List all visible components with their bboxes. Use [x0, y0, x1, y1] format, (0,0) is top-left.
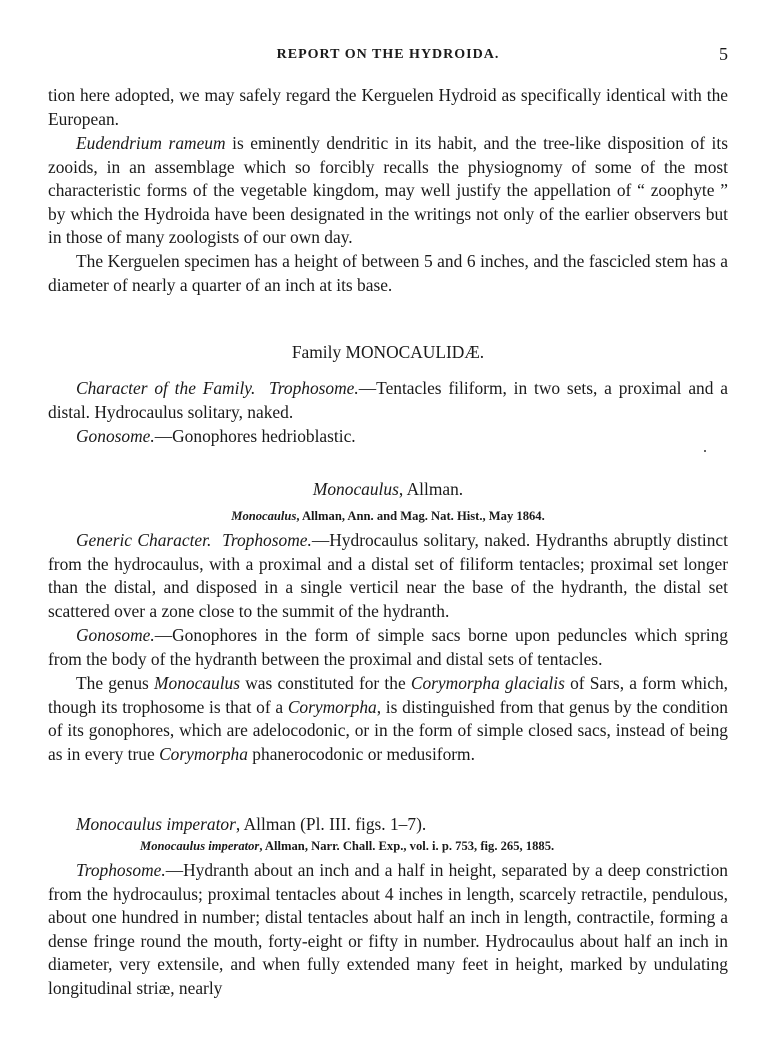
genus-name: Monocaulus [312, 479, 399, 499]
paragraph-text: , is distinguished from that genus by the condition of its gonophores, which are adelocodonic, or in the form of simple closed sacs, instead of being as in every true [48, 696, 729, 764]
trophosome-text: —Hydranth about an inch and a half in height, separated by a deep constriction from the hydrocaulus; proximal tentacles about 4 inches in length, scarcely retractile, pendulous, about one hundred in number; distal tentacles about half an inch in length, contractile, forming a dense fringe round the mouth, forty-eight or fifty in number. Hydrocaulus about half an inch in diameter, very extensile, and when fully extended many feet in height, marked by undulating longitudinal striæ, nearly [48, 860, 728, 998]
paragraph-text: tion here adopted, we may safely regard the Kerguelen Hydroid as specifically identical with the European. [48, 85, 728, 129]
document-page [48, 0, 728, 1050]
species-name: Monocaulus imperator [76, 814, 236, 834]
genus-name: Corymorpha [159, 743, 248, 764]
genus-author: , Allman. [398, 479, 464, 499]
trophosome-label: Trophosome. [269, 378, 359, 398]
running-head [48, 44, 728, 66]
paragraph-continuation [48, 84, 728, 131]
genus-name: Corymorpha [287, 696, 377, 717]
gonosome-label: Gonosome. [76, 426, 155, 446]
gonosome-text: —Gonophores hedrioblastic. [154, 426, 356, 446]
genus-citation [48, 507, 728, 525]
character-label: Character of the Family. [76, 378, 256, 398]
trophosome-label: Trophosome. [222, 530, 312, 550]
genus-heading [48, 477, 728, 501]
species-citation [48, 837, 728, 855]
gonosome-text: —Gonophores in the form of simple sacs borne upon peduncles which spring from the body of the hydranth between the proximal and distal sets of tentacles. [48, 625, 728, 669]
gonosome-label: Gonosome. [76, 625, 155, 645]
species-name: Corymorpha glacialis [410, 673, 565, 693]
family-heading: Family MONOCAULIDÆ. [291, 342, 485, 362]
species-trophosome [48, 859, 728, 1001]
paragraph-text: of Sars, a form which, though its trophosome is that of a [48, 673, 729, 717]
citation-name: Monocaulus imperator [140, 839, 260, 853]
page-number: 5 [719, 44, 728, 64]
genus-name: Monocaulus [154, 673, 240, 693]
paragraph-text: phanerocodonic or medusiform. [247, 743, 475, 764]
family-character [48, 377, 728, 424]
generic-gonosome [48, 624, 728, 671]
paragraph-eudendrium [48, 132, 728, 250]
species-heading-text: , Allman (Pl. III. figs. 1–7). [235, 814, 427, 834]
stray-mark [704, 450, 706, 452]
paragraph-text: The genus [76, 673, 155, 693]
species-heading [76, 812, 728, 836]
trophosome-label: Trophosome. [76, 860, 166, 880]
generic-character-label: Generic Character. [76, 530, 212, 550]
paragraph-text: The Kerguelen specimen has a height of between 5 and 6 inches, and the fascicled stem has a diameter of nearly a quarter of an inch at its base. [48, 251, 728, 295]
paragraph-text: is eminently dendritic in its habit, and the tree-like disposition of its zooids, in an assemblage which so forcibly recalls the physiognomy of some of the most characteristic forms of the vegetable kingdom, may well justify the appellation of “ zoophyte ” by which the Hydroida have been designated in the writings not only of the earlier observers but in those of many zoologists of our own day. [48, 133, 728, 248]
generic-character [48, 529, 728, 623]
genus-paragraph [48, 672, 728, 766]
citation-text: , Allman, Ann. and Mag. Nat. Hist., May 1864. [296, 509, 545, 523]
running-title: REPORT ON THE HYDROIDA. [276, 47, 500, 62]
citation-name: Monocaulus [231, 509, 297, 523]
trophosome-text: —Tentacles filiform, in two sets, a proximal and a distal. Hydrocaulus solitary, naked. [48, 378, 728, 422]
trophosome-text: —Hydrocaulus solitary, naked. Hydranths abruptly distinct from the hydrocaulus, with a proximal and a distal set of filiform tentacles; proximal set longer than the distal, and disposed in a single verticil near the base of the hydranth, the distal set scattered over a zone close to the summit of the hydranth. [48, 530, 728, 621]
paragraph-kerguelen-specimen [48, 250, 728, 297]
paragraph-text: was constituted for the [240, 673, 411, 693]
family-gonosome [48, 425, 728, 449]
species-name: Eudendrium rameum [76, 133, 226, 153]
citation-text: , Allman, Narr. Chall. Exp., vol. i. p. 753, fig. 265, 1885. [259, 839, 555, 853]
